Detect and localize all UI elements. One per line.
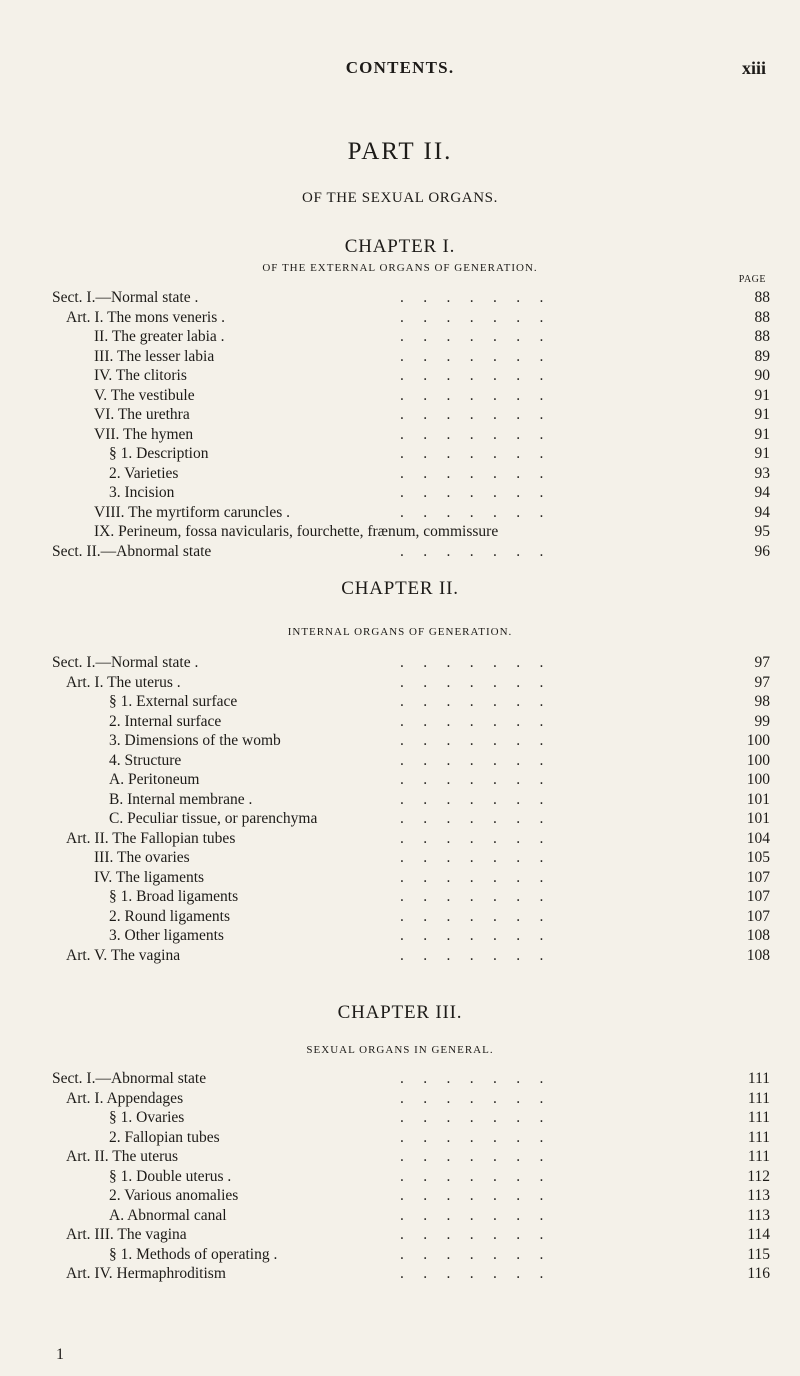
- toc-entry-number: Art. III.: [66, 1226, 114, 1243]
- part-title: PART II.: [347, 138, 453, 165]
- toc-entry: [0, 288, 800, 308]
- toc-entry-number: B.: [109, 790, 124, 808]
- toc-entry: [0, 1108, 800, 1128]
- toc-entry: [0, 731, 800, 751]
- toc-entry-number: Art. II.: [66, 1148, 109, 1165]
- toc-entry-number: Sect. I.—: [52, 654, 111, 671]
- chapter-3-title: CHAPTER III.: [337, 1002, 463, 1023]
- signature-mark: 1: [56, 1346, 64, 1363]
- toc-entry: [0, 347, 800, 367]
- toc-entry: [0, 848, 800, 868]
- toc-entry-number: 4.: [109, 751, 121, 769]
- chapter-2-title: CHAPTER II.: [341, 578, 459, 599]
- toc-entry: [0, 1128, 800, 1148]
- toc-entry-label: [66, 1147, 178, 1167]
- page-number: xiii: [741, 58, 766, 78]
- toc-entry-number: IV.: [94, 868, 113, 886]
- toc-entry-page: 88: [754, 328, 770, 345]
- toc-entry-page: 100: [746, 771, 770, 788]
- toc-entry-label: [109, 1128, 220, 1148]
- toc-entry-text: External surface: [136, 693, 238, 710]
- toc-entry-label: [109, 1108, 184, 1128]
- toc-entry-label: [109, 887, 238, 907]
- toc-entry: [0, 366, 800, 386]
- toc-entry-number: 2.: [109, 1187, 121, 1204]
- toc-entry-number: C.: [109, 810, 124, 827]
- toc-entry-label: [109, 907, 230, 927]
- toc-entry-label: [109, 731, 281, 751]
- toc-entry-text: Abnormal state: [116, 542, 212, 560]
- toc-entry: [0, 405, 800, 425]
- toc-entry-number: § 1.: [109, 1245, 133, 1263]
- toc-entry-page: 113: [747, 1187, 770, 1204]
- toc-entry: [0, 692, 800, 712]
- toc-entry-page: 108: [746, 927, 770, 944]
- toc-entry-text: Methods of operating .: [136, 1245, 278, 1263]
- toc-entry-text: Peritoneum: [127, 771, 200, 788]
- toc-entry-label: [109, 692, 237, 712]
- toc-entry: [0, 464, 800, 484]
- toc-entry-page: 111: [747, 1109, 770, 1126]
- toc-entry-text: The vagina: [117, 1226, 187, 1243]
- dot-leader: . . . . . . .: [400, 673, 544, 691]
- toc-entry-page: 113: [747, 1206, 770, 1224]
- toc-entry-text: Structure: [124, 751, 182, 769]
- dot-leader: . . . . . . .: [400, 654, 544, 671]
- chapter-2-entries: [0, 653, 800, 965]
- toc-entry-label: [94, 425, 193, 445]
- toc-entry: [0, 327, 800, 347]
- toc-entry-label: [94, 503, 290, 523]
- dot-leader: . . . . . . .: [400, 849, 544, 866]
- dot-leader: . . . . . . .: [400, 771, 544, 788]
- toc-entry-text: Peculiar tissue, or parenchyma: [127, 810, 318, 827]
- toc-entry-number: 3.: [109, 484, 121, 501]
- toc-entry-number: Art. I.: [66, 1089, 104, 1107]
- dot-leader: . . . . . . .: [400, 542, 544, 560]
- toc-entry-number: Art. I.: [66, 673, 104, 691]
- toc-entry-text: The lesser labia: [116, 347, 215, 365]
- toc-entry-label: [52, 288, 198, 308]
- toc-entry: [0, 483, 800, 503]
- toc-entry-number: § 1.: [109, 888, 133, 905]
- toc-entry-label: [109, 809, 317, 829]
- toc-entry-page: 111: [747, 1089, 770, 1107]
- toc-entry-page: 98: [754, 693, 770, 710]
- toc-entry-label: [66, 829, 235, 849]
- toc-entry: [0, 503, 800, 523]
- toc-entry-label: [66, 1264, 226, 1284]
- toc-entry: [0, 1206, 800, 1226]
- toc-entry-page: 107: [746, 888, 770, 905]
- toc-entry-label: [109, 751, 181, 771]
- toc-entry-page: 101: [746, 810, 770, 827]
- toc-entry-number: Art. I.: [66, 308, 104, 326]
- dot-leader: . . . . . . .: [400, 946, 544, 964]
- toc-entry-page: 101: [746, 790, 770, 808]
- toc-entry-page: 97: [754, 673, 770, 691]
- toc-entry-page: 100: [746, 732, 770, 749]
- toc-entry-label: [52, 1069, 206, 1089]
- toc-entry-number: IV.: [94, 367, 113, 384]
- toc-entry: [0, 946, 800, 966]
- toc-entry-label: [109, 483, 174, 503]
- dot-leader: . . . . . . .: [400, 464, 544, 482]
- running-head-title: CONTENTS.: [345, 58, 455, 77]
- toc-entry-label: [66, 308, 225, 328]
- toc-entry-label: [66, 946, 180, 966]
- toc-entry-page: 91: [754, 406, 770, 423]
- toc-entry-text: Perineum, fossa navicularis, fourchette, frænum, commissure: [118, 523, 499, 540]
- dot-leader: . . . . . . .: [400, 751, 544, 769]
- toc-entry: [0, 868, 800, 888]
- chapter-1-subtitle: OF THE EXTERNAL ORGANS OF GENERATION.: [262, 262, 538, 274]
- toc-entry: [0, 673, 800, 693]
- dot-leader: . . . . . . .: [400, 907, 544, 925]
- toc-entry-label: [66, 673, 181, 693]
- toc-entry-number: 3.: [109, 927, 121, 944]
- toc-entry-text: Double uterus .: [136, 1167, 232, 1185]
- toc-entry-text: The ligaments: [115, 868, 205, 886]
- toc-entry-page: 112: [747, 1167, 770, 1185]
- toc-entry: [0, 770, 800, 790]
- dot-leader: . . . . . . .: [400, 289, 544, 306]
- toc-entry: [0, 712, 800, 732]
- toc-entry: [0, 790, 800, 810]
- toc-entry: [0, 751, 800, 771]
- toc-entry: [0, 1167, 800, 1187]
- toc-entry-number: 2.: [109, 712, 121, 730]
- toc-entry-page: 116: [747, 1265, 770, 1282]
- dot-leader: . . . . . . .: [400, 445, 544, 462]
- toc-entry-text: The clitoris: [115, 367, 187, 384]
- toc-entry-page: 93: [754, 464, 770, 482]
- toc-entry: [0, 308, 800, 328]
- toc-entry-text: The myrtiform caruncles .: [128, 503, 290, 521]
- toc-entry-number: VIII.: [94, 503, 125, 521]
- chapter-3-entries: [0, 1069, 800, 1284]
- toc-entry-page: 111: [747, 1148, 770, 1165]
- dot-leader: . . . . . . .: [400, 503, 544, 521]
- toc-entry-page: 88: [754, 289, 770, 306]
- toc-entry-number: Art. V.: [66, 946, 108, 964]
- dot-leader: . . . . . . .: [400, 829, 544, 847]
- part-subtitle: OF THE SEXUAL ORGANS.: [302, 190, 498, 206]
- toc-entry-number: VI.: [94, 406, 115, 423]
- toc-entry-number: § 1.: [109, 1109, 133, 1126]
- dot-leader: . . . . . . .: [400, 888, 544, 905]
- toc-entry-text: Fallopian tubes: [124, 1128, 220, 1146]
- toc-entry-text: The vagina: [110, 946, 181, 964]
- dot-leader: . . . . . . .: [400, 868, 544, 886]
- toc-entry-page: 91: [754, 386, 770, 404]
- dot-leader: . . . . . . .: [400, 1128, 544, 1146]
- toc-entry-page: 107: [746, 907, 770, 925]
- toc-entry-text: Incision: [124, 484, 175, 501]
- toc-entry-text: The Fallopian tubes: [112, 829, 236, 847]
- toc-entry-page: 104: [746, 829, 770, 847]
- dot-leader: . . . . . . .: [400, 712, 544, 730]
- toc-entry-number: 3.: [109, 732, 121, 749]
- dot-leader: . . . . . . .: [400, 1148, 544, 1165]
- chapter-3-subtitle: SEXUAL ORGANS IN GENERAL.: [306, 1044, 494, 1056]
- toc-entry-page: 91: [754, 445, 770, 462]
- toc-entry-text: Round ligaments: [124, 907, 230, 925]
- toc-entry-label: [109, 1206, 227, 1226]
- toc-entry-label: [109, 770, 199, 790]
- toc-entry-text: The mons veneris .: [107, 308, 226, 326]
- toc-entry: [0, 829, 800, 849]
- toc-entry-page: 111: [747, 1128, 770, 1146]
- toc-entry-number: § 1.: [109, 693, 133, 710]
- toc-entry-label: [109, 926, 224, 946]
- toc-entry-page: 99: [754, 712, 770, 730]
- toc-entry-text: Description: [136, 445, 209, 462]
- toc-entry-number: III.: [94, 347, 114, 365]
- toc-entry: [0, 522, 800, 542]
- toc-entry-label: [94, 386, 195, 406]
- toc-entry-page: 111: [747, 1070, 770, 1087]
- dot-leader: . . . . . . .: [400, 308, 544, 326]
- toc-entry-label: [52, 653, 198, 673]
- toc-entry-number: § 1.: [109, 445, 133, 462]
- toc-entry: [0, 653, 800, 673]
- toc-entry-text: Dimensions of the womb: [124, 732, 281, 749]
- toc-entry-label: [109, 790, 252, 810]
- toc-entry: [0, 1069, 800, 1089]
- toc-entry-text: Abnormal state: [110, 1070, 207, 1087]
- toc-entry-page: 90: [754, 367, 770, 384]
- toc-entry: [0, 542, 800, 562]
- toc-entry-label: [94, 327, 225, 347]
- toc-entry-page: 105: [746, 849, 770, 866]
- toc-entry-text: Normal state .: [110, 654, 199, 671]
- toc-entry: [0, 425, 800, 445]
- toc-entry: [0, 809, 800, 829]
- chapter-2-subtitle: INTERNAL ORGANS OF GENERATION.: [287, 626, 513, 638]
- toc-entry-label: [109, 1245, 277, 1265]
- dot-leader: . . . . . . .: [400, 406, 544, 423]
- toc-entry: [0, 1245, 800, 1265]
- dot-leader: . . . . . . .: [400, 1167, 544, 1185]
- toc-entry-text: Other ligaments: [124, 927, 224, 944]
- toc-entry-number: 2.: [109, 464, 121, 482]
- toc-entry-text: Abnormal canal: [127, 1206, 227, 1224]
- toc-entry-number: Art. II.: [66, 829, 109, 847]
- page-column-label: PAGE: [738, 274, 766, 285]
- toc-entry-label: [66, 1089, 183, 1109]
- toc-entry-page: 100: [746, 751, 770, 769]
- toc-entry: [0, 1089, 800, 1109]
- toc-entry-text: The hymen: [123, 425, 194, 443]
- dot-leader: . . . . . . .: [400, 1109, 544, 1126]
- toc-entry-label: [94, 868, 204, 888]
- toc-entry-page: 114: [747, 1226, 770, 1243]
- toc-entry-number: Art. IV.: [66, 1265, 113, 1282]
- dot-leader: . . . . . . .: [400, 790, 544, 808]
- dot-leader: . . . . . . .: [400, 386, 544, 404]
- toc-entry-label: [94, 366, 187, 386]
- dot-leader: . . . . . . .: [400, 732, 544, 749]
- toc-entry: [0, 1225, 800, 1245]
- toc-entry-text: Appendages: [106, 1089, 184, 1107]
- toc-entry-text: Normal state .: [110, 289, 199, 306]
- dot-leader: . . . . . . .: [400, 347, 544, 365]
- toc-entry-text: Ovaries: [136, 1109, 185, 1126]
- toc-entry-number: V.: [94, 386, 108, 404]
- dot-leader: . . . . . . .: [400, 1070, 544, 1087]
- dot-leader: . . . . . . .: [400, 328, 544, 345]
- dot-leader: . . . . . . .: [400, 425, 544, 443]
- toc-entry-page: 94: [754, 503, 770, 521]
- toc-entry-number: Sect. II.—: [52, 542, 117, 560]
- dot-leader: . . . . . . .: [400, 1187, 544, 1204]
- toc-entry-number: III.: [94, 849, 114, 866]
- toc-entry-number: Sect. I.—: [52, 1070, 111, 1087]
- toc-entry: [0, 887, 800, 907]
- toc-entry-label: [52, 542, 211, 562]
- toc-entry: [0, 907, 800, 927]
- dot-leader: . . . . . . .: [400, 927, 544, 944]
- toc-entry-label: [109, 1186, 238, 1206]
- toc-entry: [0, 386, 800, 406]
- toc-entry-text: Internal membrane .: [127, 790, 253, 808]
- toc-entry-text: Broad ligaments: [136, 888, 239, 905]
- toc-entry-label: [94, 848, 190, 868]
- toc-entry: [0, 926, 800, 946]
- chapter-1-entries: [0, 288, 800, 561]
- toc-entry-number: 2.: [109, 1128, 121, 1146]
- toc-entry-page: 94: [754, 484, 770, 501]
- toc-entry-label: [94, 522, 498, 542]
- toc-entry: [0, 1186, 800, 1206]
- toc-entry-text: The urethra: [117, 406, 190, 423]
- toc-entry-label: [94, 405, 190, 425]
- toc-entry: [0, 444, 800, 464]
- toc-entry-text: The uterus: [112, 1148, 179, 1165]
- toc-entry-text: Varieties: [124, 464, 179, 482]
- toc-entry-label: [109, 444, 208, 464]
- toc-entry-page: 88: [754, 308, 770, 326]
- dot-leader: . . . . . . .: [400, 693, 544, 710]
- toc-entry-page: 95: [754, 523, 770, 540]
- dot-leader: . . . . . . .: [400, 810, 544, 827]
- dot-leader: . . . . . . .: [400, 1226, 544, 1243]
- dot-leader: . . . . . . .: [400, 1245, 544, 1263]
- toc-entry-page: 115: [747, 1245, 770, 1263]
- toc-entry-number: IX.: [94, 523, 115, 540]
- toc-entry-number: 2.: [109, 907, 121, 925]
- toc-entry-label: [66, 1225, 187, 1245]
- chapter-1-title: CHAPTER I.: [344, 236, 456, 257]
- toc-entry-number: § 1.: [109, 1167, 133, 1185]
- toc-entry-text: The greater labia .: [111, 328, 225, 345]
- toc-entry-page: 108: [746, 946, 770, 964]
- toc-entry-text: The ovaries: [116, 849, 190, 866]
- toc-entry-number: A.: [109, 771, 125, 788]
- toc-entry-page: 89: [754, 347, 770, 365]
- toc-entry-text: Various anomalies: [124, 1187, 239, 1204]
- dot-leader: . . . . . . .: [400, 484, 544, 501]
- toc-entry-number: A.: [109, 1206, 125, 1224]
- toc-entry-number: VII.: [94, 425, 120, 443]
- toc-entry: [0, 1147, 800, 1167]
- toc-entry-label: [109, 464, 178, 484]
- toc-entry: [0, 1264, 800, 1284]
- dot-leader: . . . . . . .: [400, 1265, 544, 1282]
- toc-entry-label: [109, 1167, 231, 1187]
- toc-entry-number: Sect. I.—: [52, 289, 111, 306]
- toc-entry-page: 96: [754, 542, 770, 560]
- dot-leader: . . . . . . .: [400, 1089, 544, 1107]
- toc-entry-page: 91: [754, 425, 770, 443]
- toc-entry-text: Internal surface: [124, 712, 222, 730]
- toc-entry-label: [94, 347, 214, 367]
- toc-entry-number: II.: [94, 328, 109, 345]
- dot-leader: . . . . . . .: [400, 367, 544, 384]
- toc-entry-text: Hermaphroditism: [116, 1265, 226, 1282]
- dot-leader: . . . . . . .: [400, 1206, 544, 1224]
- toc-entry-page: 97: [754, 654, 770, 671]
- toc-entry-text: The vestibule: [110, 386, 195, 404]
- toc-entry-label: [109, 712, 221, 732]
- running-head: [0, 58, 800, 82]
- toc-entry-page: 107: [746, 868, 770, 886]
- toc-entry-text: The uterus .: [107, 673, 181, 691]
